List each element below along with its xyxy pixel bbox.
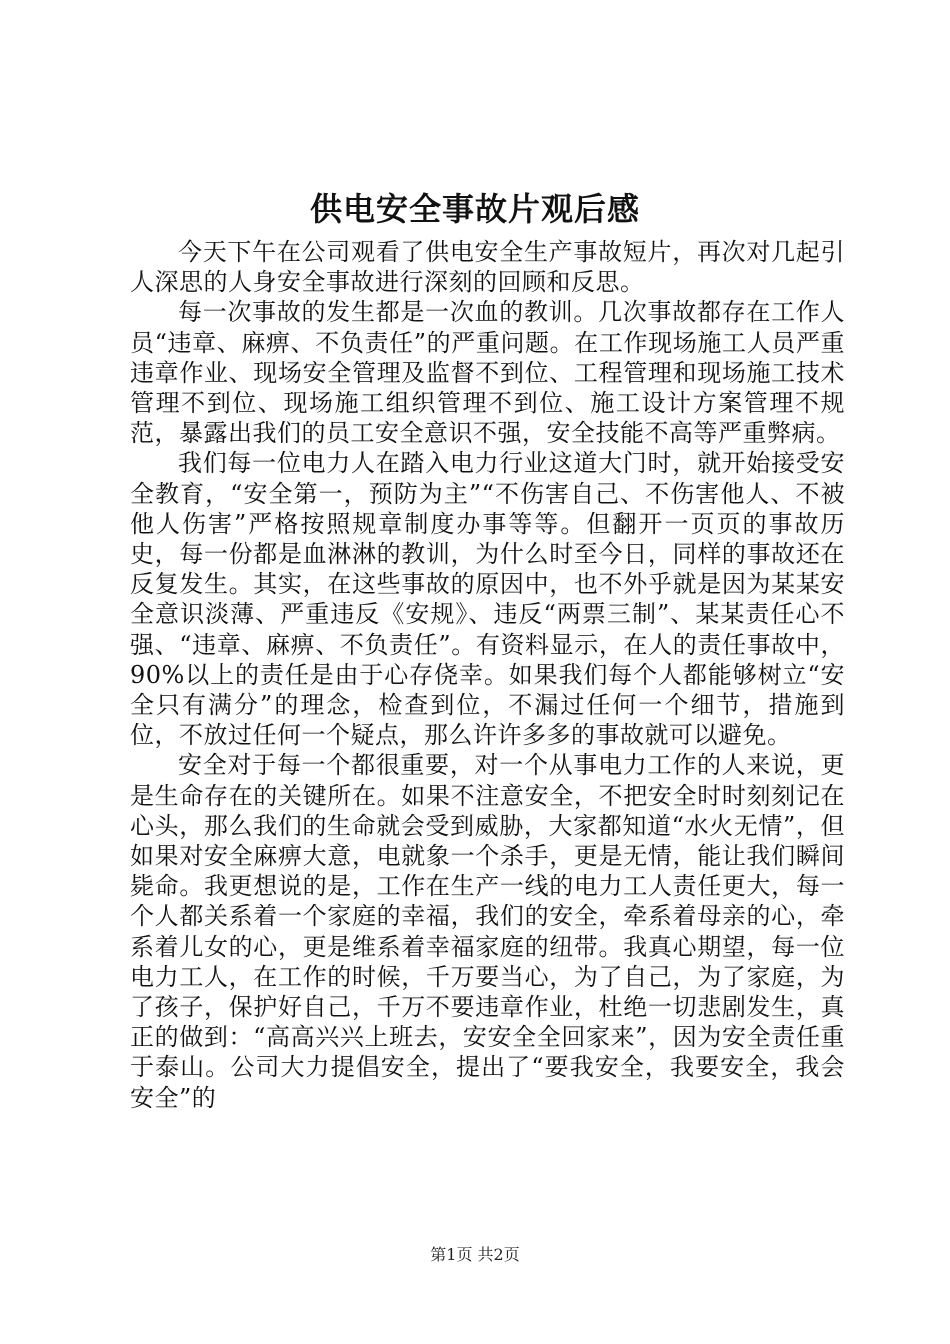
- paragraph-intro: 今天下午在公司观看了供电安全生产事故短片，再次对几起引人深思的人身安全事故进行深刻的回顾和反思。: [130, 238, 845, 297]
- paragraph-education: 我们每一位电力人在踏入电力行业这道大门时，就开始接受安全教育，“安全第一，预防为主”“不伤害自己、不伤害他人、不被他人伤害”严格按照规章制度办事等等。但翻开一页页的事故历史，每一份都是血淋淋的教训，为什么时至今日，同样的事故还在反复发生。其实，在这些事故的原因中，也不外乎就是因为某某安全意识淡薄、严重违反《安规》、违反“两票三制”、某某责任心不强、“违章、麻痹、不负责任”。有资料显示，在人的责任事故中，90%以上的责任是由于心存侥幸。如果我们每个人都能够树立“安全只有满分”的理念，检查到位，不漏过任何一个细节，措施到位，不放过任何一个疑点，那么许许多多的事故就可以避免。: [130, 449, 845, 750]
- paragraph-responsibility: 安全对于每一个都很重要，对一个从事电力工作的人来说，更是生命存在的关键所在。如果不注意安全，不把安全时时刻刻记在心头，那么我们的生命就会受到威胁，大家都知道“水火无情”，但如果对安全麻痹大意，电就象一个杀手，更是无情，能让我们瞬间毙命。我更想说的是，工作在生产一线的电力工人责任更大，每一个人都关系着一个家庭的幸福，我们的安全，牵系着母亲的心，牵系着儿女的心，更是维系着幸福家庭的纽带。我真心期望，每一位电力工人，在工作的时候，千万要当心，为了自己，为了家庭，为了孩子，保护好自己，千万不要违章作业，杜绝一切悲剧发生，真正的做到：“高高兴兴上班去，安安全全回家来”，因为安全责任重于泰山。公司大力提倡安全，提出了“要我安全，我要安全，我会安全”的: [130, 751, 845, 1112]
- paragraph-lesson: 每一次事故的发生都是一次血的教训。几次事故都存在工作人员“违章、麻痹、不负责任”的严重问题。在工作现场施工人员严重违章作业、现场安全管理及监督不到位、工程管理和现场施工技术管理不到位、现场施工组织管理不到位、施工设计方案管理不规范，暴露出我们的员工安全意识不强，安全技能不高等严重弊病。: [130, 298, 845, 448]
- document-title: 供电安全事故片观后感: [309, 190, 640, 228]
- page-footer: 第1页 共2页: [430, 1245, 520, 1264]
- document-body: [130, 237, 845, 1113]
